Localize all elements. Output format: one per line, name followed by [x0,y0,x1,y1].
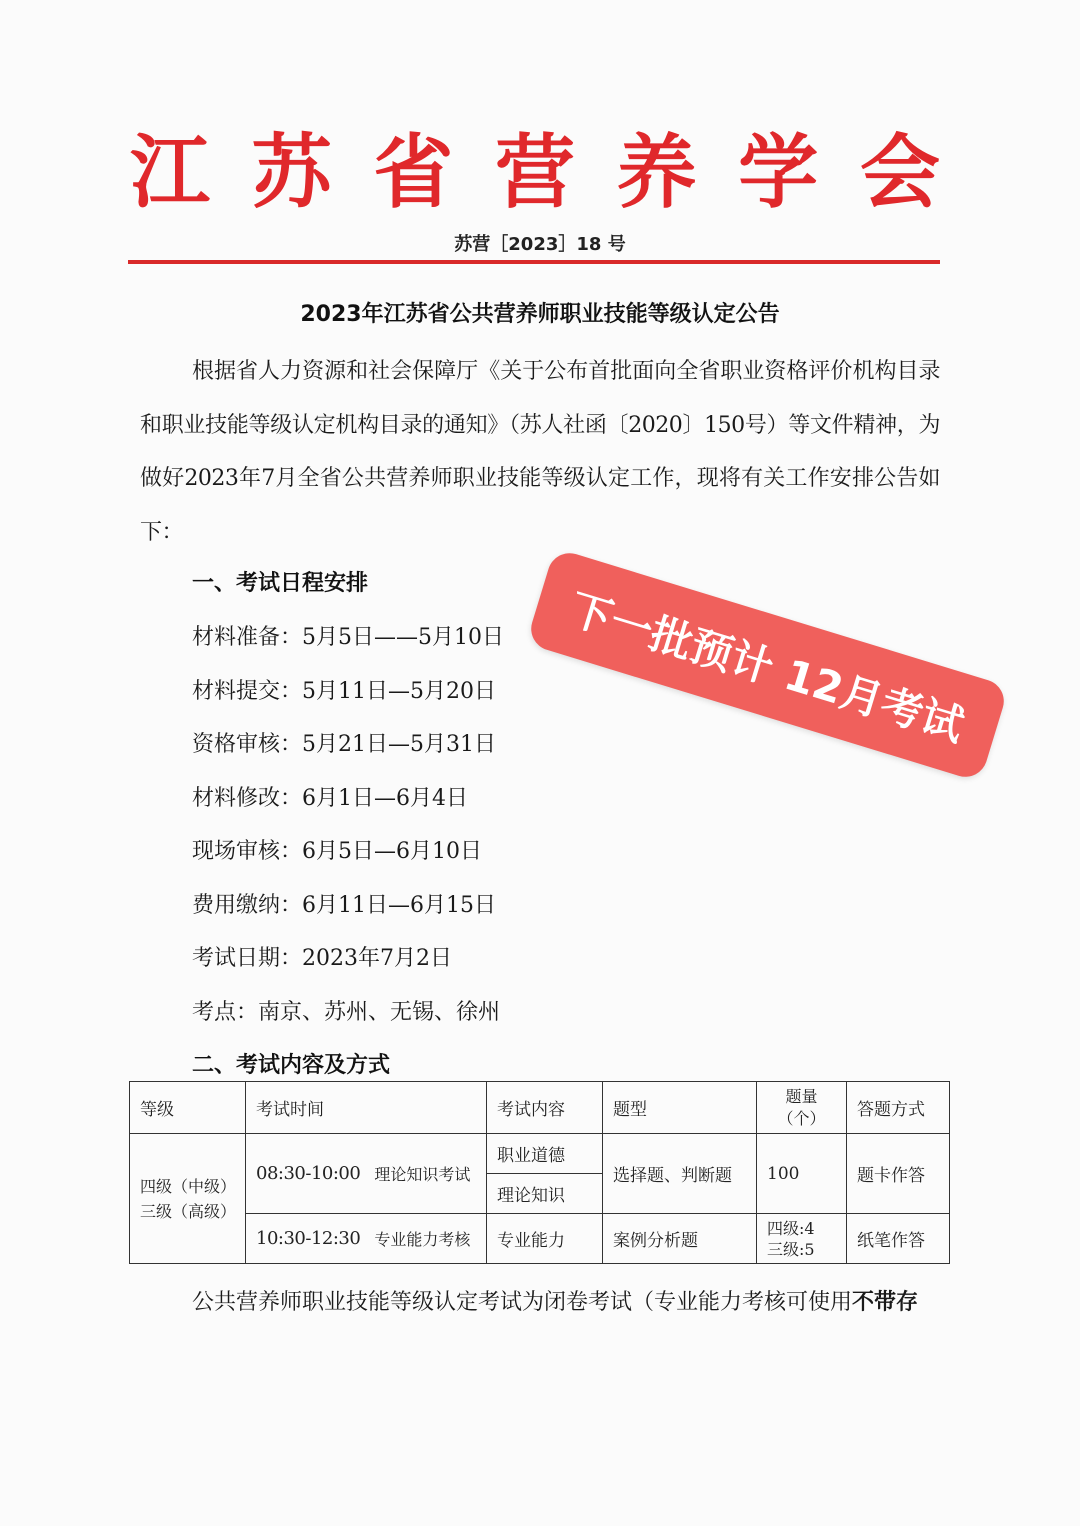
org-name-char: 会 [859,126,940,219]
table-cell-method: 纸笔作答 [847,1214,950,1264]
document-number: 苏营［2023］18 号 [454,234,626,255]
exam-time-value: 10:30-12:30 [256,1228,361,1249]
table-header-cell: 考试内容 [487,1082,603,1134]
table-cell-content: 职业道德 [487,1134,603,1174]
table-cell-content: 理论知识 [487,1174,603,1214]
table-cell-method: 题卡作答 [847,1134,950,1214]
org-name-char: 学 [738,126,819,219]
table-cell-count: 100 [757,1134,847,1214]
table-header-row [130,1082,950,1134]
table-cell-type: 案例分析题 [603,1214,757,1264]
table-header-cell: 题量（个） [757,1082,847,1134]
table-header-cell: 考试时间 [246,1082,487,1134]
section-heading-schedule: 一、考试日程安排 [192,571,369,596]
table-cell-count [757,1214,847,1264]
schedule-item: 费用缴纳：6月11日—6月15日 [192,893,496,918]
count-level-4: 四级:4 [767,1218,815,1238]
next-batch-stamp: 下一批预计 12月考试 [526,548,1009,783]
footer-text [192,1285,918,1316]
header-divider [128,260,940,264]
table-header-cell: 等级 [130,1082,246,1134]
section-heading-exam: 二、考试内容及方式 [192,1053,391,1078]
table-header-cell: 答题方式 [847,1082,950,1134]
count-level-3: 三级:5 [767,1239,815,1259]
exam-time-desc: 专业能力考核 [374,1230,471,1249]
org-name-char: 营 [494,126,575,219]
footer-text-regular: 公共营养师职业技能等级认定考试为闭卷考试（专业能力考核可使用 [192,1290,853,1315]
footer-text-bold: 不带存 [852,1290,919,1315]
intro-paragraph: 根据省人力资源和社会保障厅《关于公布首批面向全省职业资格评价机构目录和职业技能等级认定机构目录的通知》（苏人社函〔2020〕150号）等文件精神，为做好2023年7月全省公共营养师职业技能等级认定工作，现将有关工作安排公告如下： [140,359,940,545]
org-name-char: 苏 [251,126,332,219]
org-name-char: 养 [616,126,697,219]
schedule-item: 考点：南京、苏州、无锡、徐州 [192,1000,501,1025]
exam-time-value: 08:30-10:00 [256,1163,361,1184]
table-row [130,1134,950,1174]
exam-time-desc: 理论知识考试 [374,1165,471,1184]
table-cell-time [246,1134,487,1214]
exam-table [129,1081,950,1264]
schedule-item: 材料准备：5月5日——5月10日 [192,625,504,650]
table-cell-time [246,1214,487,1264]
schedule-item: 材料修改：6月1日—6月4日 [192,786,468,811]
table-header-cell: 题型 [603,1082,757,1134]
schedule-item: 材料提交：5月11日—5月20日 [192,679,496,704]
table-cell-type: 选择题、判断题 [603,1134,757,1214]
schedule-item: 现场审核：6月5日—6月10日 [192,839,482,864]
org-name-char: 省 [373,126,454,219]
table-cell-level: 四级（中级）三级（高级） [130,1134,246,1264]
schedule-item: 考试日期：2023年7月2日 [192,946,452,971]
schedule-item: 资格审核：5月21日—5月31日 [192,732,496,757]
table-cell-content: 专业能力 [487,1214,603,1264]
document-title: 2023年江苏省公共营养师职业技能等级认定公告 [300,302,780,327]
org-name-char: 江 [130,126,210,219]
table-row [130,1214,950,1264]
org-name [130,128,940,218]
